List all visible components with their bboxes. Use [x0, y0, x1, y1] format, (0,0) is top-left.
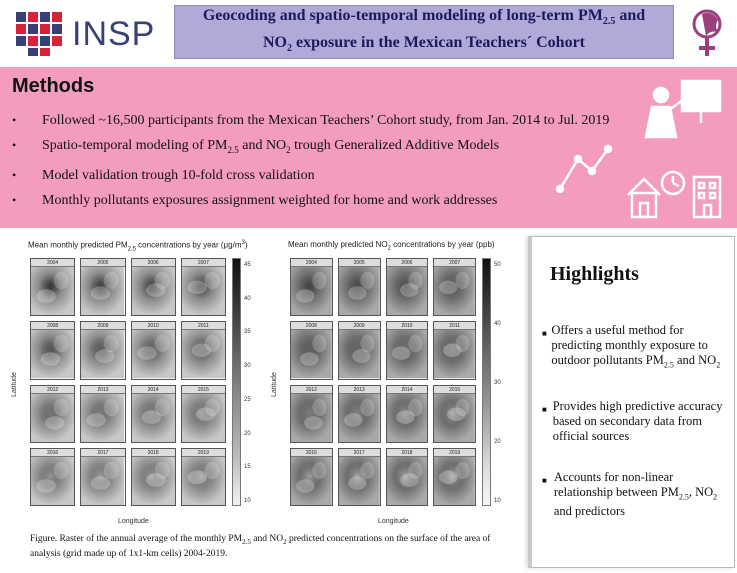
poster-header	[0, 0, 737, 66]
raster-surface	[132, 457, 175, 505]
raster-surface	[81, 457, 124, 505]
colorbar-tick-label: 30	[244, 363, 251, 370]
panel-year-label: 2009	[339, 322, 380, 330]
highlights-box	[528, 236, 735, 568]
presenter-icon	[646, 81, 720, 137]
trend-line-icon	[557, 146, 611, 192]
raster-surface	[339, 267, 380, 315]
panel-year-label: 2012	[31, 386, 74, 394]
colorbar-tick-label: 40	[244, 295, 251, 302]
no2-y-axis-label: Latitude	[270, 372, 278, 397]
panel-year-label: 2014	[387, 386, 428, 394]
pm25-x-axis-label: Longitude	[118, 518, 149, 525]
panel-year-label: 2007	[434, 259, 475, 267]
raster-surface	[291, 330, 332, 378]
female-profile-icon	[688, 6, 730, 60]
panel-year-label: 2010	[132, 322, 175, 330]
highlight-item: ■ Provides high predictive accuracy based on secondary data from official sources	[542, 398, 723, 443]
pm25-colorbar	[232, 258, 241, 506]
panel-year-label: 2015	[434, 386, 475, 394]
raster-surface	[31, 330, 74, 378]
panel-year-label: 2004	[31, 259, 74, 267]
raster-panel	[386, 258, 429, 316]
colorbar-tick-label: 40	[494, 321, 501, 327]
raster-panel	[181, 385, 226, 443]
raster-panel	[131, 385, 176, 443]
panel-year-label: 2018	[132, 449, 175, 457]
raster-panel	[290, 448, 333, 506]
poster-title-line-1: Geocoding and spatio-temporal modeling of long-term $PM_{2.5}$ and	[202, 6, 646, 27]
raster-surface	[434, 457, 475, 505]
raster-surface	[81, 267, 124, 315]
panel-year-label: 2016	[31, 449, 74, 457]
raster-panel	[433, 448, 476, 506]
panel-year-label: 2007	[182, 259, 225, 267]
no2-panel-grid	[290, 258, 476, 506]
colorbar-tick-label: 20	[494, 439, 501, 445]
methods-list	[12, 108, 609, 213]
raster-panel	[80, 448, 125, 506]
raster-surface	[182, 267, 225, 315]
panel-year-label: 2008	[291, 322, 332, 330]
raster-surface	[387, 457, 428, 505]
methods-title: Methods	[12, 75, 95, 97]
pm25-panel-grid	[30, 258, 226, 506]
raster-panel	[338, 258, 381, 316]
panel-year-label: 2019	[182, 449, 225, 457]
highlights-title: Highlights	[550, 263, 639, 285]
raster-panel	[386, 321, 429, 379]
methods-item: • Model validation trough 10-fold cross validation	[12, 167, 315, 183]
panel-year-label: 2013	[81, 386, 124, 394]
panel-year-label: 2008	[31, 322, 74, 330]
panel-year-label: 2017	[339, 449, 380, 457]
pm25-y-axis-label: Latitude	[10, 372, 18, 397]
raster-surface	[339, 457, 380, 505]
raster-panel	[386, 448, 429, 506]
panel-year-label: 2015	[182, 386, 225, 394]
raster-panel	[290, 258, 333, 316]
raster-panel	[30, 448, 75, 506]
raster-panel	[433, 258, 476, 316]
panel-year-label: 2016	[291, 449, 332, 457]
colorbar-tick-label: 10	[244, 498, 251, 504]
raster-surface	[81, 394, 124, 442]
colorbar-tick-label: 45	[244, 262, 251, 268]
panel-year-label: 2011	[434, 322, 475, 330]
raster-surface	[434, 394, 475, 442]
panel-year-label: 2019	[434, 449, 475, 457]
panel-year-label: 2005	[339, 259, 380, 267]
logo-text: INSP	[72, 14, 156, 53]
raster-panel	[30, 385, 75, 443]
raster-surface	[434, 330, 475, 378]
pm25-figure-title: Mean monthly predicted $PM_{2.5}$ concentrations by year $(\mu g/m^3)$	[28, 240, 248, 253]
panel-year-label: 2006	[132, 259, 175, 267]
raster-surface	[387, 267, 428, 315]
raster-panel	[338, 448, 381, 506]
raster-surface	[339, 330, 380, 378]
raster-panel	[181, 321, 226, 379]
colorbar-tick-label: 50	[494, 262, 501, 268]
methods-section	[0, 67, 737, 228]
panel-year-label: 2013	[339, 386, 380, 394]
colorbar-tick-label: 25	[244, 396, 251, 403]
raster-panel	[131, 448, 176, 506]
methods-item: • Monthly pollutants exposures assignment weighted for home and work addresses	[12, 192, 498, 208]
raster-surface	[291, 394, 332, 442]
raster-surface	[182, 394, 225, 442]
no2-raster-figure	[268, 236, 518, 528]
raster-surface	[182, 457, 225, 505]
raster-surface	[339, 394, 380, 442]
raster-panel	[290, 385, 333, 443]
raster-panel	[131, 321, 176, 379]
raster-surface	[31, 457, 74, 505]
raster-surface	[291, 457, 332, 505]
raster-surface	[31, 394, 74, 442]
poster-title-box	[174, 5, 674, 59]
panel-year-label: 2017	[81, 449, 124, 457]
panel-year-label: 2010	[387, 322, 428, 330]
poster-title-line-2: $NO_2$ exposure in the Mexican Teachers´ Cohort	[262, 34, 585, 55]
methods-item: • Followed ~16,500 participants from the Mexican Teachers’ Cohort study, from Jan. 2014 to Jul. 2019	[12, 113, 610, 128]
raster-surface	[387, 394, 428, 442]
colorbar-tick-label: 15	[244, 464, 251, 471]
highlight-item: ■ Offers a useful method for predicting monthly exposure to outdoor pollutants $PM_{2.5}$ and $NO_2$	[542, 323, 721, 370]
highlights-list	[542, 323, 732, 545]
raster-surface	[81, 330, 124, 378]
methods-item: • Spatio-temporal modeling of $PM_{2.5}$ and $NO_2$ trough Generalized Additive Models	[12, 138, 500, 155]
raster-panel	[131, 258, 176, 316]
raster-surface	[132, 394, 175, 442]
no2-x-axis-label: Longitude	[378, 518, 409, 525]
panel-year-label: 2004	[291, 259, 332, 267]
raster-surface	[182, 330, 225, 378]
raster-panel	[30, 321, 75, 379]
methods-illustration	[548, 77, 728, 222]
raster-surface	[132, 267, 175, 315]
raster-panel	[80, 385, 125, 443]
no2-figure-title: Mean monthly predicted $NO_2$ concentrations by year (ppb)	[288, 240, 495, 252]
insp-logo	[14, 10, 164, 58]
panel-year-label: 2011	[182, 322, 225, 330]
panel-year-label: 2005	[81, 259, 124, 267]
raster-panel	[30, 258, 75, 316]
figure-caption: Figure. Raster of the annual average of the monthly $PM_{2.5}$ and $NO_2$ predicted concentrations on the surface of the area of analysis (grid made up of 1x1-km cells) 2004-2019.	[30, 534, 491, 559]
raster-panel	[338, 321, 381, 379]
raster-panel	[181, 448, 226, 506]
colorbar-tick-label: 20	[244, 430, 251, 437]
pm25-raster-figure	[8, 236, 258, 528]
raster-panel	[80, 258, 125, 316]
raster-surface	[434, 267, 475, 315]
raster-surface	[291, 267, 332, 315]
raster-surface	[31, 267, 74, 315]
insp-logo-icon	[14, 10, 64, 58]
no2-colorbar	[482, 258, 491, 506]
highlight-item: ■ Accounts for non-linear relationship between $PM_{2.5}$, $NO_2$ and predictors	[542, 469, 718, 518]
raster-surface	[387, 330, 428, 378]
raster-panel	[338, 385, 381, 443]
raster-surface	[132, 330, 175, 378]
colorbar-tick-label: 35	[244, 329, 251, 336]
raster-panel	[181, 258, 226, 316]
panel-year-label: 2014	[132, 386, 175, 394]
colorbar-tick-label: 30	[494, 380, 501, 386]
raster-panel	[386, 385, 429, 443]
raster-panel	[290, 321, 333, 379]
raster-panel	[80, 321, 125, 379]
panel-year-label: 2009	[81, 322, 124, 330]
panel-year-label: 2006	[387, 259, 428, 267]
raster-panel	[433, 321, 476, 379]
building-icon	[694, 177, 720, 217]
home-icon	[628, 179, 660, 217]
panel-year-label: 2018	[387, 449, 428, 457]
clock-icon	[662, 172, 684, 194]
colorbar-tick-label: 10	[494, 498, 501, 504]
raster-panel	[433, 385, 476, 443]
panel-year-label: 2012	[291, 386, 332, 394]
